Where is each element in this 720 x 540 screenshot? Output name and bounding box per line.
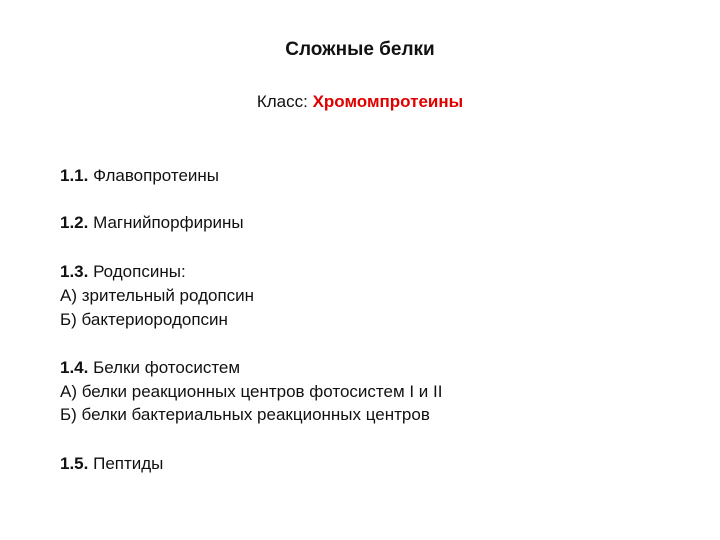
class-line bbox=[0, 91, 720, 113]
item-1-3-sub-a: А) зрительный родопсин bbox=[60, 286, 255, 305]
class-value: Хромомпротеины bbox=[312, 92, 464, 111]
item-number: 1.4. bbox=[60, 358, 89, 377]
item-1-2 bbox=[60, 212, 244, 234]
item-1-4-sub-a: А) белки реакционных центров фотосистем I и II bbox=[60, 382, 443, 401]
item-text: Родопсины: bbox=[93, 262, 186, 281]
item-text: Флавопротеины bbox=[93, 166, 220, 185]
slide-title: Сложные белки bbox=[285, 39, 435, 60]
item-1-3 bbox=[60, 261, 186, 283]
item-1-1 bbox=[60, 165, 219, 187]
item-number: 1.1. bbox=[60, 166, 89, 185]
item-number: 1.5. bbox=[60, 454, 89, 473]
item-1-4-sub-b: Б) белки бактериальных реакционных центров bbox=[60, 405, 430, 424]
class-label: Класс: bbox=[256, 92, 308, 111]
item-text: Пептиды bbox=[93, 454, 164, 473]
item-1-3-sub-b: Б) бактериородопсин bbox=[60, 310, 228, 329]
item-number: 1.3. bbox=[60, 262, 89, 281]
item-text: Белки фотосистем bbox=[93, 358, 241, 377]
item-number: 1.2. bbox=[60, 213, 89, 232]
item-1-5 bbox=[60, 453, 163, 475]
item-1-4 bbox=[60, 357, 240, 379]
item-text: Магнийпорфирины bbox=[93, 213, 244, 232]
